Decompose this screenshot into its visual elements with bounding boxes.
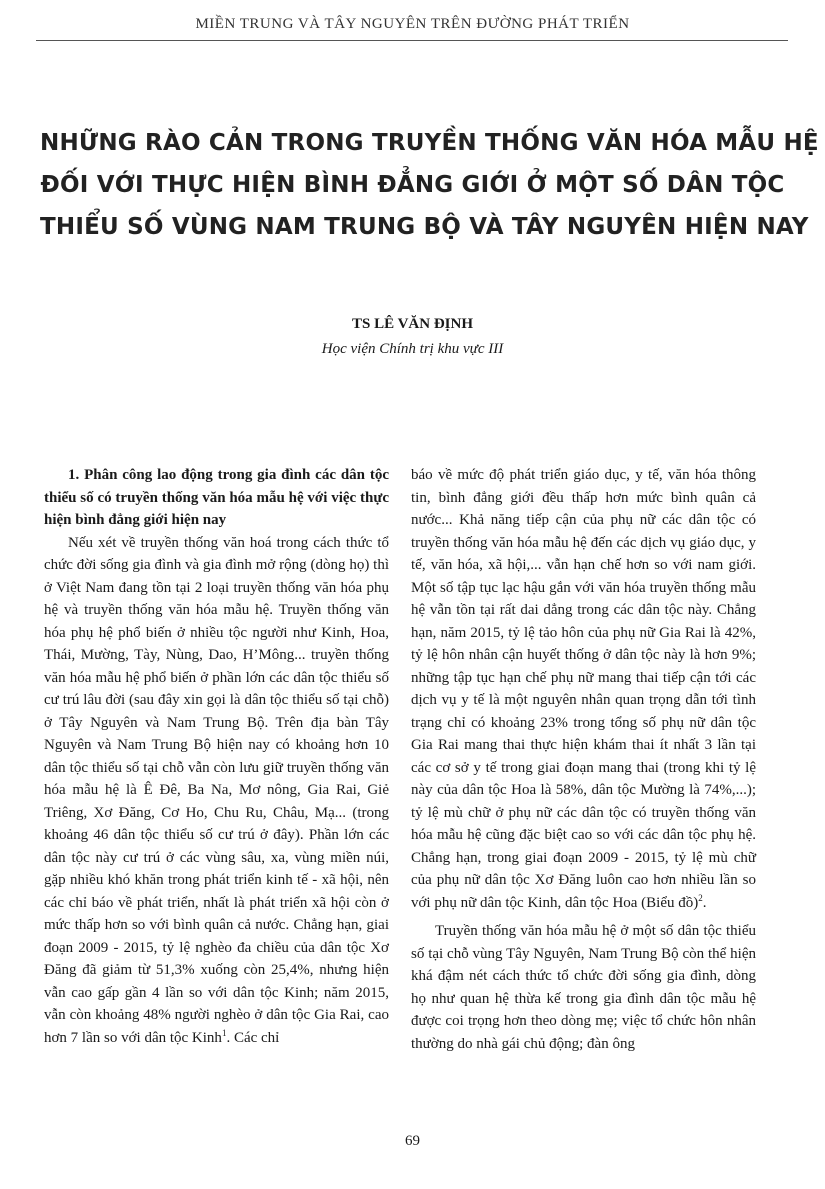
section-heading: 1. Phân công lao động trong gia đình các dân tộc thiểu số có truyền thống văn hóa mẫu hệ với việc thực hiện bình đẳng giới hiện nay [44,467,389,528]
paragraph-tail: . Các chỉ [226,1029,280,1046]
author-name: TS LÊ VĂN ĐỊNH [351,316,473,332]
title-line: NHỮNG RÀO CẢN TRONG TRUYỀN THỐNG VĂN HÓA MẪU HỆ [40,130,819,156]
title-line: ĐỐI VỚI THỰC HIỆN BÌNH ĐẲNG GIỚI Ở MỘT SỐ DÂN TỘC [40,172,785,198]
body-paragraph [44,532,389,1050]
header-divider [36,40,788,41]
right-column [411,464,756,1055]
running-header: MIỀN TRUNG VÀ TÂY NGUYÊN TRÊN ĐƯỜNG PHÁT TRIỂN [195,16,630,32]
author-affiliation: Học viện Chính trị khu vực III [321,341,504,357]
footnote-marker: 2 [698,892,703,903]
left-column [44,464,389,1049]
article-title [40,122,819,248]
paragraph-tail: . [702,894,707,911]
body-paragraph: Truyền thống văn hóa mẫu hệ ở một số dân tộc thiểu số tại chỗ vùng Tây Nguyên, Nam Trung Bộ còn thể hiện khá đậm nét cách thức tổ chức đời sống gia đình, dòng họ như quan hệ thừa kế trong gia đình dân tộc mẫu hệ được coi trọng hơn theo dòng mẹ; việc tổ chức hôn nhân thường do nhà gái chủ động; đàn ông [411,923,756,1052]
footnote-marker: 1 [221,1027,227,1038]
paragraph-text: Nếu xét về truyền thống văn hoá trong cách thức tổ chức đời sống gia đình và gia đình mở rộng (dòng họ) thì ở Việt Nam đang tồn tại 2 loại truyền thống văn hóa phụ hệ và truyền thống văn hóa mẫu hệ. Truyền thống văn hóa phụ hệ phổ biến ở nhiều tộc người như Kinh, Hoa, Thái, Mường, Tày, Nùng, Dao, H’Mông... truyền thống văn hóa mẫu hệ phổ biến ở phần lớn các dân tộc thiểu số cư trú lâu đời (sau đây xin gọi là dân tộc thiểu số tại chỗ) ở Tây Nguyên và Nam Trung Bộ. Trên địa bàn Tây Nguyên và Nam Trung Bộ hiện nay có khoảng hơn 10 dân tộc thiểu số tại chỗ vẫn còn lưu giữ truyền thống văn hóa mẫu hệ là Ê Đê, Ba Na, Mơ nông, Gia Rai, Giẻ Triêng, Xơ Đăng, Cơ Ho, Chu Ru, Châu, Mạ... (trong khoảng 46 dân tộc thiểu số cư trú ở đây). Phần lớn các dân tộc này cư trú ở các vùng sâu, xa, vùng miền núi, gặp nhiều khó khăn trong phát triển kinh tế - xã hội, nên các chỉ báo về phát triển, nhất là phát triển xã hội còn ở mức thấp hơn so với bình quân cả nước. Chẳng hạn, giai đoạn 2009 - 2015, tỷ lệ nghèo đa chiều của dân tộc Xơ Đăng đã giảm từ 51,3% xuống còn 25,4%, nhưng hiện vẫn cao gấp gần 4 lần so với dân tộc Kinh; năm 2015, vẫn còn khoảng 48% người nghèo ở dân tộc Gia Rai, cao hơn 7 lần so với dân tộc Kinh [44,534,389,1046]
title-line: THIỂU SỐ VÙNG NAM TRUNG BỘ VÀ TÂY NGUYÊN HIỆN NAY [40,214,809,240]
body-paragraph [411,464,756,914]
paragraph-text: báo về mức độ phát triển giáo dục, y tế, văn hóa thông tin, bình đẳng giới đều thấp hơn mức bình quân cả nước... Khả năng tiếp cận của phụ nữ các dân tộc có truyền thống văn hóa mẫu hệ đến các dịch vụ giáo dục, y tế, văn hóa, xã hội,... vẫn hạn chế hơn so với nam giới. Một số tập tục lạc hậu gắn với văn hóa truyền thống mẫu hệ vẫn tồn tại rất dai dẳng trong các dân tộc này. Chẳng hạn, năm 2015, tỷ lệ tảo hôn của phụ nữ Gia Rai là 42%, tỷ lệ hôn nhân cận huyết thống ở dân tộc này là hơn 9%; những tập tục hạn chế phụ nữ mang thai tiếp cận tới các dịch vụ y tế là một nguyên nhân quan trọng dẫn tới tình trạng chỉ có khoảng 23% trong tổng số phụ nữ dân tộc Gia Rai mang thai thực hiện khám thai ít nhất 3 lần tại các cơ sở y tế trong giai đoạn mang thai (trong khi tỷ lệ này của dân tộc Hoa là 58%, dân tộc Mường là 74%,...); tỷ lệ mù chữ ở phụ nữ các dân tộc có truyền thống văn hóa mẫu hệ cũng đặc biệt cao so với các dân tộc phụ hệ. Chẳng hạn, trong giai đoạn 2009 - 2015, tỷ lệ mù chữ của phụ nữ dân tộc Xơ Đăng luôn cao hơn nhiều lần so với phụ nữ dân tộc Kinh, dân tộc Hoa (Biểu đồ) [411,467,756,911]
page-number: 69 [405,1133,420,1149]
